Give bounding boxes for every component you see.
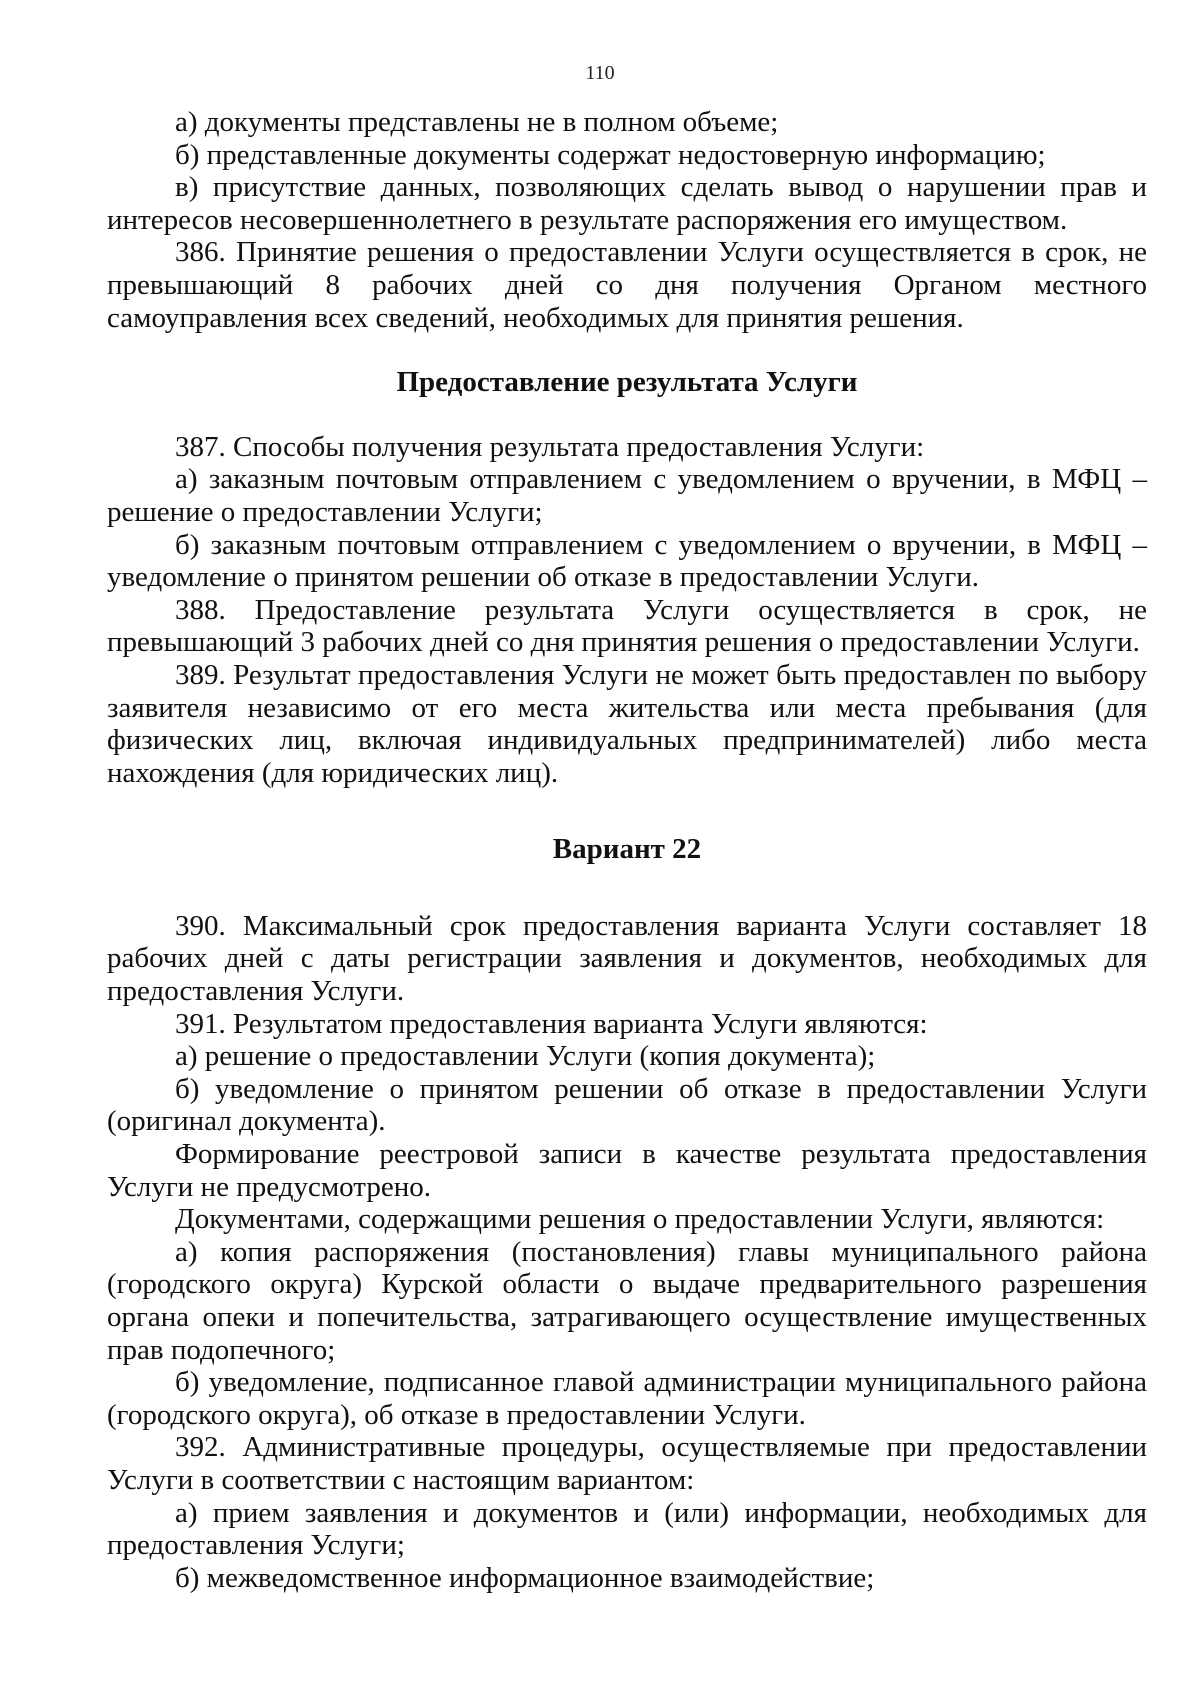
paragraph-v-violation: в) присутствие данных, позволяющих сделать вывод о нарушении прав и интересов несовершеннолетнего в результате распоряжения его имуществом. (107, 171, 1147, 236)
paragraph-390: 390. Максимальный срок предоставления варианта Услуги составляет 18 рабочих дней с даты регистрации заявления и документов, необходимых для предоставления Услуги. (107, 909, 1147, 1008)
section-heading-result: Предоставление результата Услуги (396, 366, 858, 399)
paragraph-391-b: б) уведомление о принятом решении об отказе в предоставлении Услуги (оригинал документа). (107, 1072, 1147, 1138)
paragraph-392-b: б) межведомственное информационное взаимодействие; (175, 1561, 875, 1594)
paragraph-386: 386. Принятие решения о предоставлении Услуги осуществляется в срок, не превышающий 8 рабочих дней со дня получения Органом местного самоуправления всех сведений, необходимых для принятия решения. (107, 236, 1147, 334)
paragraph-392-a: а) прием заявления и документов и (или) информации, необходимых для предоставления Услуги; (107, 1496, 1147, 1562)
paragraph-391-a: а) решение о предоставлении Услуги (копия документа); (175, 1040, 876, 1073)
paragraph-a-incomplete: а) документы представлены не в полном объеме; (175, 106, 779, 138)
document-body (107, 106, 1147, 1594)
paragraph-387-a: а) заказным почтовым отправлением с уведомлением о вручении, в МФЦ – решение о предоставлении Услуги; (107, 463, 1147, 528)
paragraph-387-b: б) заказным почтовым отправлением с уведомлением о вручении, в МФЦ – уведомление о принятом решении об отказе в предоставлении Услуги. (107, 528, 1147, 594)
paragraph-388: 388. Предоставление результата Услуги осуществляется в срок, не превышающий 3 рабочих дней со дня принятия решения о предоставлении Услуги. (107, 593, 1147, 659)
paragraph-documents-b: б) уведомление, подписанное главой администрации муниципального района (городского округа), об отказе в предоставлении Услуги. (107, 1366, 1147, 1431)
section-heading-variant: Вариант 22 (552, 833, 702, 866)
paragraph-documents-a: а) копия распоряжения (постановления) главы муниципального района (городского округа) Курской области о выдаче предварительного разрешения органа опеки и попечительства, затрагивающего осуществление имущественных прав подопечного; (107, 1235, 1147, 1366)
page-number: 110 (585, 62, 615, 84)
paragraph-documents: Документами, содержащими решения о предоставлении Услуги, являются: (175, 1203, 1105, 1236)
paragraph-b-unreliable: б) представленные документы содержат недостоверную информацию; (175, 138, 1046, 171)
paragraph-391: 391. Результатом предоставления варианта Услуги являются: (175, 1007, 928, 1040)
paragraph-registry: Формирование реестровой записи в качестве результата предоставления Услуги не предусмотрено. (107, 1138, 1147, 1203)
paragraph-392: 392. Административные процедуры, осуществляемые при предоставлении Услуги в соответствии с настоящим вариантом: (107, 1431, 1147, 1496)
paragraph-389: 389. Результат предоставления Услуги не может быть предоставлен по выбору заявителя независимо от его места жительства или места пребывания (для физических лиц, включая индивидуальных предпринимателей) либо места нахождения (для юридических лиц). (107, 658, 1147, 789)
paragraph-387: 387. Способы получения результата предоставления Услуги: (175, 430, 925, 463)
